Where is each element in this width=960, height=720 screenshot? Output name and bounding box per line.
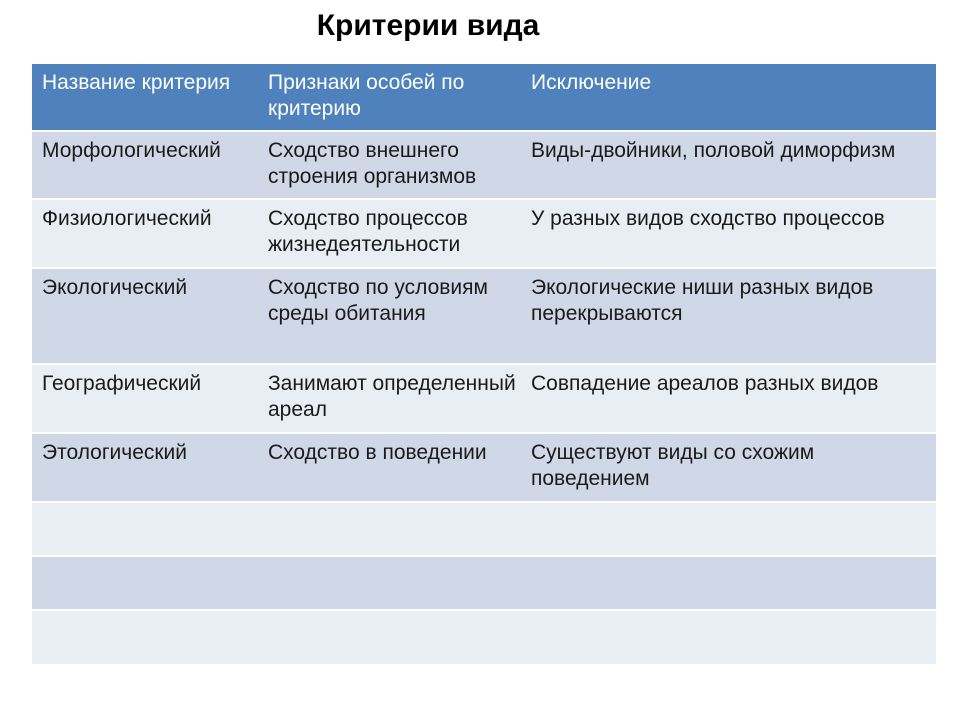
table-cell	[521, 502, 936, 556]
table-cell	[258, 610, 521, 664]
table-cell: Сходство по условиям среды обитания	[258, 268, 521, 364]
criteria-table	[32, 64, 936, 664]
table-cell	[32, 610, 258, 664]
table-cell: Морфологический	[32, 131, 258, 199]
table-row	[32, 268, 936, 364]
table-cell	[521, 556, 936, 610]
table-cell	[521, 610, 936, 664]
table-cell: Существуют виды со схожим поведением	[521, 433, 936, 502]
table-cell: Экологический	[32, 268, 258, 364]
table-cell: Сходство процессов жизнедеятельности	[258, 199, 521, 268]
header-features: Признаки особей по критерию	[258, 64, 521, 131]
table-cell	[258, 502, 521, 556]
table-cell: Географический	[32, 364, 258, 433]
table-cell: Этологический	[32, 433, 258, 502]
table-cell: Совпадение ареалов разных видов	[521, 364, 936, 433]
table-cell	[32, 556, 258, 610]
header-criterion-name: Название критерия	[32, 64, 258, 131]
page-title: Критерии вида	[316, 9, 540, 42]
table-row	[32, 433, 936, 502]
table-cell: Физиологический	[32, 199, 258, 268]
table-cell: Сходство внешнего строения организмов	[258, 131, 521, 199]
header-exception: Исключение	[521, 64, 936, 131]
table-row-empty	[32, 610, 936, 664]
table-row	[32, 131, 936, 199]
table-cell: Экологические ниши разных видов перекрываются	[521, 268, 936, 364]
table-cell: Сходство в поведении	[258, 433, 521, 502]
table-cell	[32, 502, 258, 556]
table-row	[32, 364, 936, 433]
table-cell	[258, 556, 521, 610]
table-cell: У разных видов сходство процессов	[521, 199, 936, 268]
table-cell: Виды-двойники, половой диморфизм	[521, 131, 936, 199]
table-row-empty	[32, 502, 936, 556]
table-row-empty	[32, 556, 936, 610]
table-cell: Занимают определенный ареал	[258, 364, 521, 433]
table-row	[32, 199, 936, 268]
table-header-row	[32, 64, 936, 131]
